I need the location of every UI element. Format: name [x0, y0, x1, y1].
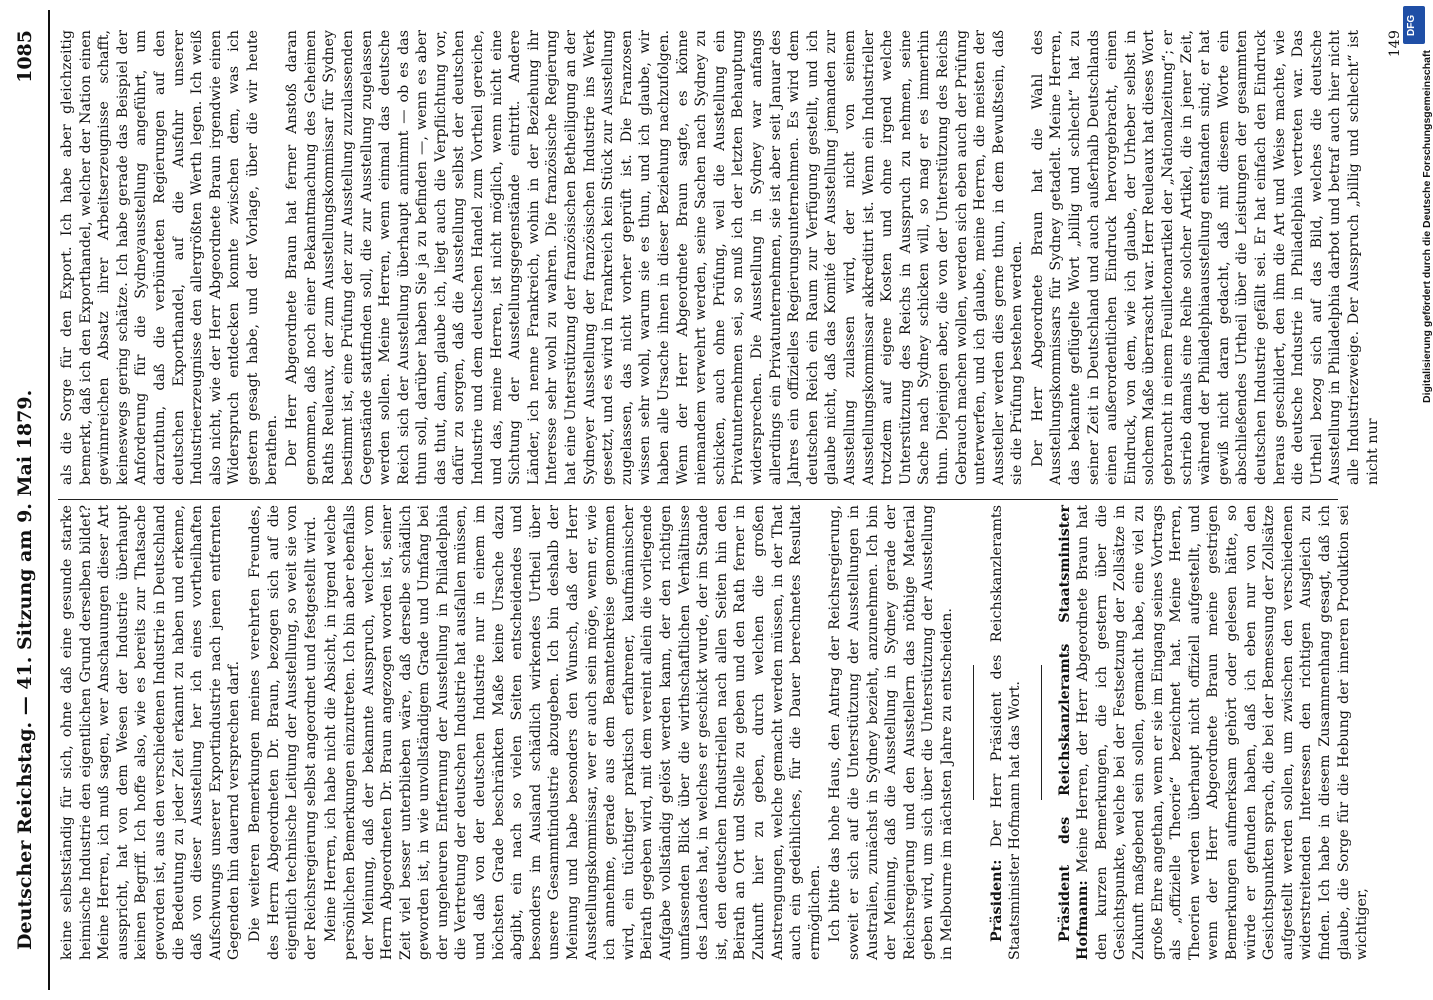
- running-head: Deutscher Reichstag. — 41. Sitzung am 9. Mai 1879.: [14, 389, 36, 950]
- paragraph: Der Herr Abgeordnete Braun hat ferner Anstoß daran genommen, daß noch einer Bekanntmachung des Geheimen Raths Reuleaux, der zum Ausstellungskommissar für Sydney bestimmt ist, eine Prüfung der zur Ausstellung zuzulassenden Gegenstände stattfinden soll, die zur Ausstellung zugelassen werden sollen. Meine Herren, wenn einmal das deutsche Reich sich der Ausstellung überhaupt annimmt — ob es das thun soll, darüber haben Sie ja zu befinden —, wenn es aber das thut, dann, glaube ich, liegt auch die Verpflichtung vor, dafür zu sorgen, daß die Ausstellung selbst der deutschen Industrie und dem deutschen Handel zum Vortheil gereiche, und das, meine Herren, ist nicht möglich, wenn nicht eine Sichtung der Ausstellungsgegenstände eintritt. Andere Länder, ich nenne Frankreich, wohin in der Beziehung ihr Interesse sehr wohl zu wahren. Die französische Regierung hat eine Unterstützung der französischen Betheiligung an der Sydneyer Ausstellung der französischen Industrie ins Werk gesetzt, und es wird in Frankreich kein Stück zur Ausstellung zugelassen, das nicht vorher geprüft ist. Die Franzosen wissen sehr wohl, warum sie es thun, und ich glaube, wir haben alle Ursache ihnen in dieser Beziehung nachzufolgen. Wenn der Herr Abgeordnete Braun sagte, es könne niemandem verwehrt werden, seine Sachen nach Sydney zu schicken, auch ohne Prüfung, weil die Ausstellung ein Privatunternehmen sei, so muß ich der letzten Behauptung widersprechen. Die Ausstellung in Sydney war anfangs allerdings ein Privatunternehmen, sie ist aber seit Januar des Jahres ein offizielles Regierungsunternehmen. Es wird dem deutschen Reich ein Raum zur Verfügung gestellt, und ich glaube nicht, daß das Komité der Ausstellung jemanden zur Ausstellung zulassen wird, der nicht von seinem Ausstellungskommissar akkreditirt ist. Wenn ein Industrieller trotzdem auf eigene Kosten und ohne irgend welche Unterstützung des Reichs in Ausspruch zu nehmen, seine Sache nach Sydney schicken will, so mag er es immerhin thun. Diejenigen aber, die von der Unterstützung des Reichs Gebrauch machen wollen, werden sich eben auch der Prüfung unterwerfen, und ich glaube, meine Herren, die meisten der Aussteller werden dies gerne thun, in dem Bewußtsein, daß sie die Prüfung bestehen werden.: [284, 30, 1026, 485]
- section-divider: [1041, 665, 1042, 800]
- signature-number: 149: [1387, 30, 1404, 58]
- right-column: [58, 30, 1404, 485]
- funding-notice: Digitalisierung gefördert durch die Deutsche Forschungsgemeinschaft: [1421, 50, 1433, 403]
- speech-text: Der Herr Präsident des Reichskanzleramts Staatsminister Hofmann hat das Wort.: [988, 505, 1024, 960]
- dfg-sidebar: [1404, 0, 1433, 1000]
- paragraph: keine selbstständig für sich, ohne daß eine gesunde starke heimische Industrie den eigentlichen Grund derselben bildet? Meine Herren, ich muß sagen, wer Anschauungen dieser Art ausspricht, hat von dem Wesen der Industrie überhaupt keinen Begriff. Ich hoffe also, wie es bereits zur Thatsache geworden ist, aus den verschiedenen Industrie in Deutschland die Bedeutung zu jeder Zeit erkannt zu haben und erkenne, daß von dieser Ausstellung her ich eines vortheilhaften Aufschwungs unserer Exportindustrie nach jenen entfernten Gegenden hin dauernd versprechen darf.: [59, 505, 243, 960]
- speech-text: Meine Herren, der Herr Abgeordnete Braun hat den kurzen Bemerkungen, die ich gestern über die Gesichtspunkte, welche bei der Festsetzung der Zollsätze in Zukunft maßgebend sein sollen, gemacht habe, eine viel zu große Ehre angethan, wenn er sie im Eingang seines Vortrags als „offizielle Theorie“ bezeichnet hat. Meine Herren, Theorien werden überhaupt nicht offiziell aufgestellt, und wenn der Herr Abgeordnete Braun meine gestrigen Bemerkungen aufmerksam gehört oder gelesen hätte, so würde er gefunden haben, daß ich eben nur von den Gesichtspunkten sprach, die bei der Bemessung der Zollsätze aufgestellt werden sollen, um zwischen den verschiedenen widerstreitenden Interessen den richtigen Ausgleich zu finden. Ich habe in diesem Zusammenhang gesagt, daß ich glaube, die Sorge für die Hebung der inneren Produktion sei wichtiger,: [1075, 505, 1371, 960]
- paragraph: Ich bitte das hohe Haus, den Antrag der Reichsregierung, soweit er sich auf die Unterstützung der Ausstellungen in Australien, zunächst in Sydney bezieht, anzunehmen. Ich bin der Meinung, daß die Ausstellung in Sydney gerade der Reichsregierung und den Ausstellern das nöthige Material geben wird, um sich über die Unterstützung der Ausstellung in Melbourne im nächsten Jahre zu entscheiden.: [827, 505, 955, 960]
- dfg-logo: [1403, 6, 1425, 44]
- paragraph: Die weiteren Bemerkungen meines verehrten Freundes, des Herrn Abgeordneten Dr. Braun, bezogen sich auf die eigentlich technische Leitung der Ausstellung, so weit sie von der Reichsregierung selbst angeordnet und festgestellt wird.: [246, 505, 319, 960]
- page-number: 1085: [14, 30, 36, 83]
- speaker-label: Präsident des Reichskanzleramts Staatsminister Hofmann:: [1056, 505, 1092, 960]
- column-divider: [58, 499, 1338, 500]
- section-divider: [973, 665, 974, 800]
- speaker-paragraph: [988, 505, 1025, 960]
- paragraph: als die Sorge für den Export. Ich habe aber gleichzeitig bemerkt, daß ich den Exporthandel, welcher der Nation einen gewinnreichen Absatz ihrer Arbeitserzeugnisse schafft, keineswegs gering schätze. Ich habe gerade das Beispiel der Anforderung für die Sydneyausstellung angeführt, um darzuthun, daß die verbündeten Regierungen auf den deutschen Exporthandel, auf die Ausfuhr unserer Industrieerzeugnisse den allergrößten Werth legen. Ich weiß also nicht, wie der Herr Abgeordnete Braun irgendwie einen Widerspruch entdecken konnte zwischen dem, was ich gestern gesagt habe, und der Vorlage, über die wir heute berathen.: [59, 30, 280, 485]
- speaker-paragraph: [1056, 505, 1372, 960]
- paragraph: Der Herr Abgeordnete Braun hat die Wahl des Ausstellungskommissars für Sydney getadelt. Meine Herren, das bekannte geflügelte Wort „billig und schlecht“ hat zu seiner Zeit in Deutschland und auch außerhalb Deutschlands einen außerordentlichen Eindruck hervorgebracht, einen Eindruck, von dem, wie ich glaube, der Urheber selbst in solchem Maße überrascht war. Herr Reuleaux hat dieses Wort gebraucht in einem Feuilletonartikel der „Nationalzeitung“; er schrieb damals eine Reihe solcher Artikel, die in jener Zeit, während der Philadelphiaausstellung entstanden sind; er hat gewiß nicht daran gedacht, daß mit diesem Worte ein abschließendes Urtheil über die Leistungen der gesammten deutschen Industrie gefällt sei. Er hat einfach den Eindruck heraus geschildert, den ihm die Art und Weise machte, wie die deutsche Industrie in Philadelphia vertreten war. Das Urtheil bezog sich auf das Bild, welches die deutsche Ausstellung in Philadelphia darbot und betraf auch hier nicht alle Industriezweige. Der Ausspruch „billig und schlecht“ ist nicht nur: [1029, 30, 1381, 485]
- speaker-label: Präsident:: [988, 859, 1005, 942]
- dfg-logo-text: DFG: [1406, 14, 1417, 36]
- page-header: [14, 10, 50, 990]
- paragraph: Meine Herren, ich habe nicht die Absicht, in irgend welche persönlichen Bemerkungen einzutreten. Ich bin aber ebenfalls der Meinung, daß der bekannte Ausspruch, welcher vom Herrn Abgeordneten Dr. Braun angezogen worden ist, seiner Zeit viel besser unterblieben wäre, daß derselbe schädlich geworden ist, in wie unvollständigem Grade und Umfang bei der ungeheuren Entfernung der Ausstellung in Philadelphia die Vertretung der deutschen Industrie hat ausfallen müssen, und daß von der deutschen Industrie nur in einem im höchsten Grade beschränkten Maße keine Ursache dazu abgibt, ein nach so vielen Seiten entscheidendes und besonders im Ausland schädlich wirkendes Urtheil über unsere Gesammtindustrie abzugeben. Ich bin deshalb der Meinung und habe besonders den Wunsch, daß der Herr Ausstellungskommissar, wer er auch sein möge, wenn er, wie ich annehme, gerade aus dem Beamtenkreise genommen wird, ein tüchtiger praktisch erfahrener, kaufmännischer Beirath gegeben wird, mit dem vereint allein die vorliegende Aufgabe vollständig gelöst werden kann, der den richtigen umfassenden Blick über die wirthschaftlichen Verhältnisse des Landes hat, in welches er geschickt wurde, der im Stande ist, den deutschen Industriellen nach allen Seiten hin den Beirath an Ort und Stelle zu geben und den Rath ferner in Zukunft hier zu geben, durch welchen die großen Anstrengungen, welche gemacht werden müssen, in der That auch ein gedeihliches, für die Dauer berechnetes Resultat ermöglichen.: [323, 505, 823, 960]
- left-column: [58, 505, 1371, 960]
